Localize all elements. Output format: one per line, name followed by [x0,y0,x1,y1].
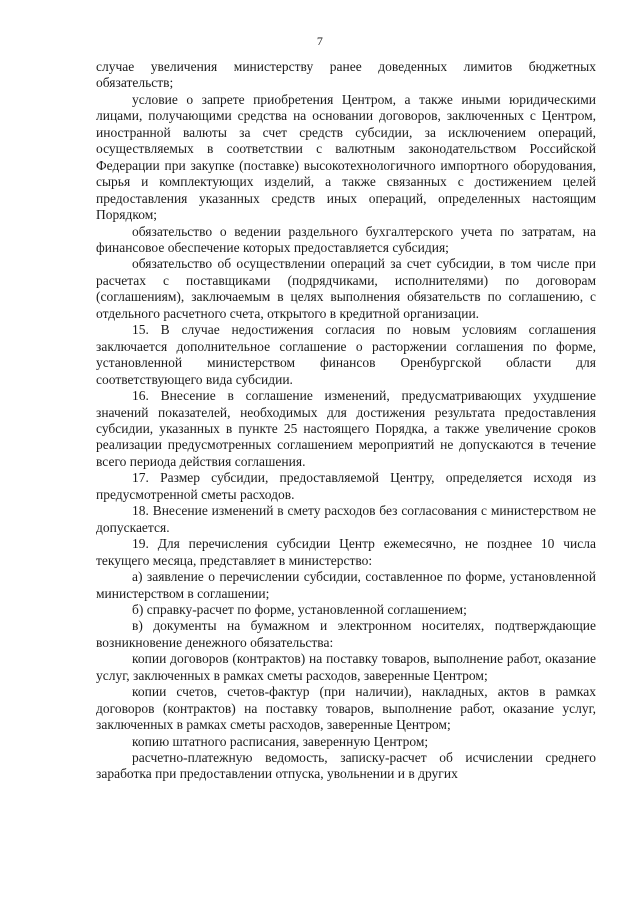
paragraph-6: 16. Внесение в соглашение изменений, предусматривающих ухудшение значений показателей, необходимых для достижения результата предоставления субсидии, указанных в пункте 25 настоящего Порядка, а также увеличение сроков реализации предусмотренных соглашением мероприятий не допускаются в течение всего периода действия соглашения. [96,388,596,469]
paragraph-4: обязательство об осуществлении операций за счет субсидии, в том числе при расчетах с поставщиками (подрядчиками, исполнителями) по договорам (соглашениям), заключаемым в целях выполнения обязательств по соглашению, с отдельного расчетного счета, открытого в кредитной организации. [96,256,596,321]
paragraph-3: обязательство о ведении раздельного бухгалтерского учета по затратам, на финансовое обеспечение которых предоставляется субсидия; [96,223,596,255]
paragraph-5: 15. В случае недостижения согласия по новым условиям соглашения заключается дополнительное соглашение о расторжении соглашения по форме, установленной министерством финансов Оренбургской области для соответствующего вида субсидии. [96,322,596,387]
paragraph-8: 18. Внесение изменений в смету расходов без согласования с министерством не допускается. [96,503,596,535]
paragraph-11: б) справку-расчет по форме, установленной соглашением; [132,601,467,617]
paragraph-1: случае увеличения министерству ранее доведенных лимитов бюджетных обязательств; [96,59,596,91]
paragraph-15: копию штатного расписания, заверенную Центром; [132,733,429,749]
paragraph-13: копии договоров (контрактов) на поставку товаров, выполнение работ, оказание услуг, заключенных в рамках сметы расходов, заверенные Центром; [96,651,596,683]
paragraph-10: а) заявление о перечислении субсидии, составленное по форме, установленной министерством в соглашении; [96,569,596,601]
paragraph-12: в) документы на бумажном и электронном носителях, подтверждающие возникновение денежного обязательства: [96,618,596,650]
paragraph-2: условие о запрете приобретения Центром, а также иными юридическими лицами, получающими средства на основании договоров, заключенных с Центром, иностранной валюты за счет средств субсидии, за исключением операций, осуществляемых в соответствии с валютным законодательством Российской Федерации при закупке (поставке) высокотехнологичного импортного оборудования, сырья и комплектующих изделий, а также связанных с достижением целей предоставления указанных средств иных операций, определенных настоящим Порядком; [96,91,596,223]
paragraph-7: 17. Размер субсидии, предоставляемой Центру, определяется исходя из предусмотренной сметы расходов. [96,470,596,502]
paragraph-16: расчетно-платежную ведомость, записку-расчет об исчислении среднего заработка при предоставлении отпуска, увольнении и в других [96,750,596,782]
paragraph-14: копии счетов, счетов-фактур (при наличии), накладных, актов в рамках договоров (контрактов) на поставку товаров, выполнение работ, оказание услуг, заключенных в рамках сметы расходов, заверенные Центром; [96,684,596,733]
paragraph-9: 19. Для перечисления субсидии Центр ежемесячно, не позднее 10 числа текущего месяца, представляет в министерство: [96,536,596,568]
page-number: 7 [316,34,324,48]
document-body [96,59,596,783]
